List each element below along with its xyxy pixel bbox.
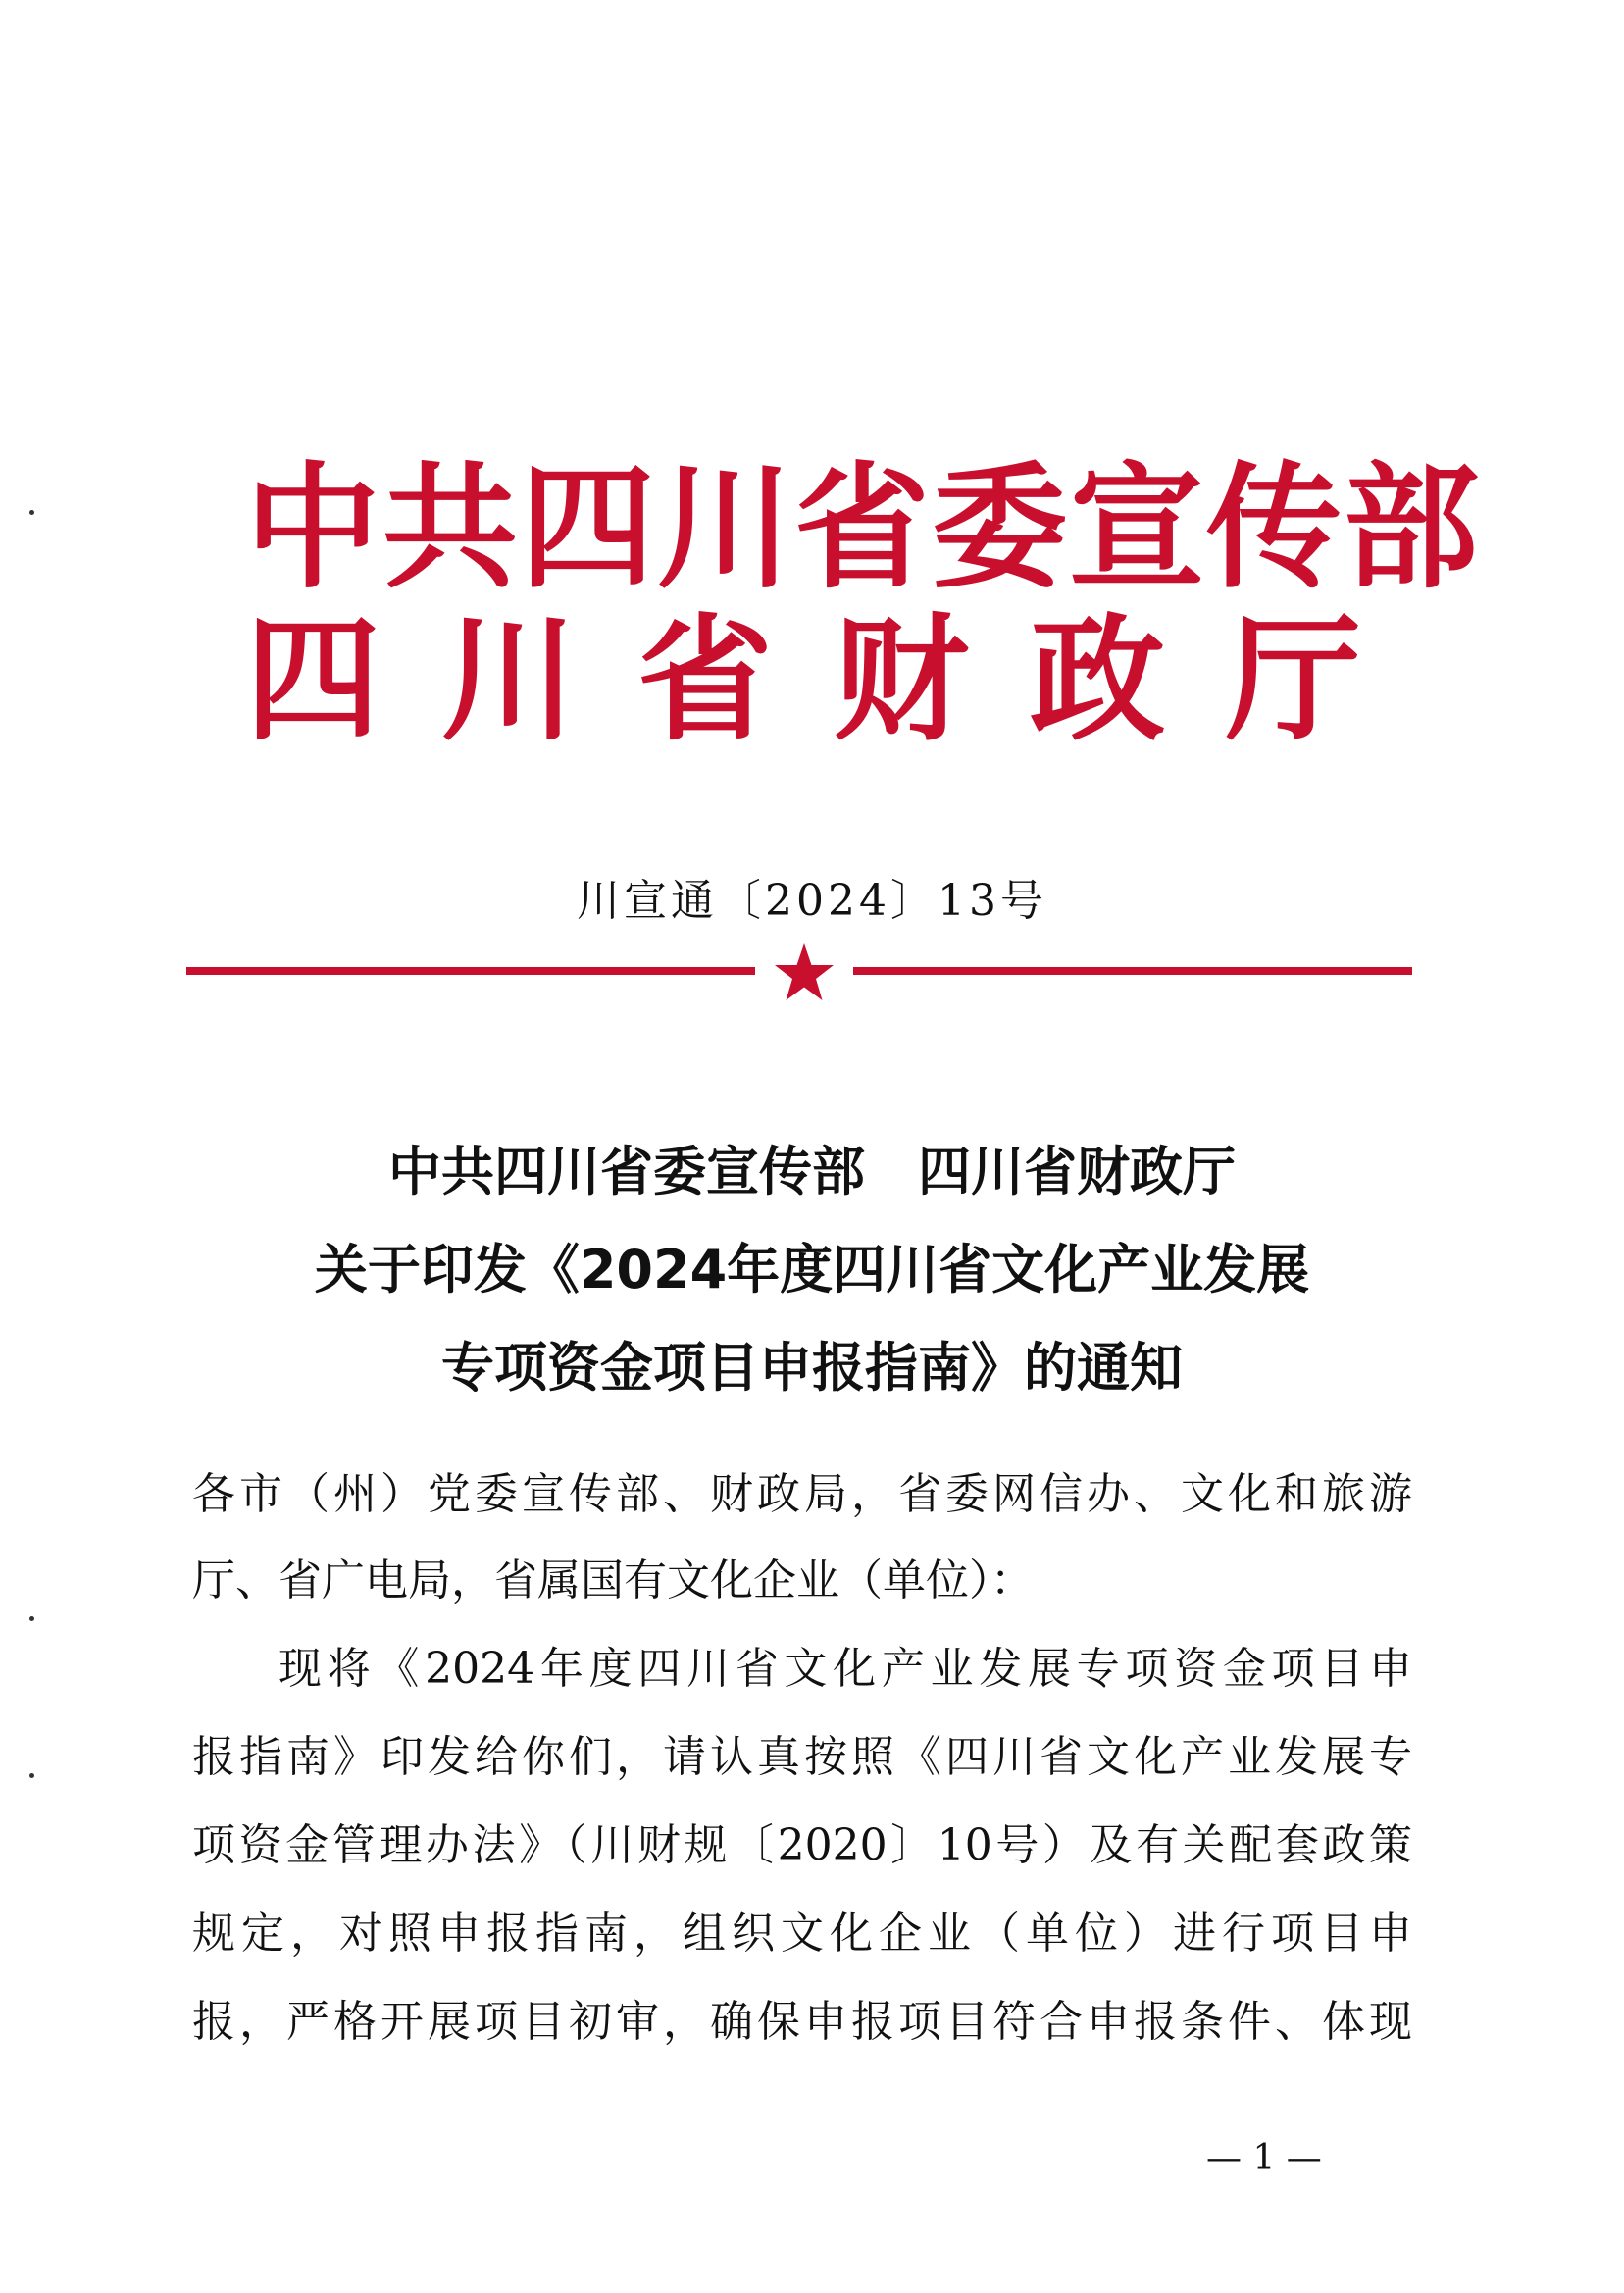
red-divider [186, 942, 1412, 1000]
page-number: — 1 — [1206, 2138, 1322, 2178]
body-line: 规定，对照申报指南，组织文化企业（单位）进行项目申 [192, 1909, 1412, 1959]
scan-mark [29, 1773, 34, 1778]
scan-mark [29, 1616, 34, 1621]
body-line: 项资金管理办法》（川财规〔2020〕10号）及有关配套政策 [192, 1820, 1412, 1870]
title-issuer-1: 中共四川省委宣传部 [388, 1141, 865, 1202]
body-line: 厅、省广电局，省属国有文化企业（单位）： [192, 1555, 1034, 1605]
letterhead-line-2: 四川省财政厅 [245, 601, 1423, 759]
document-number: 川宣通〔2024〕13号 [577, 876, 1047, 926]
star-icon [773, 942, 836, 1004]
document-title-line-2: 关于印发《2024年度四川省文化产业发展 [314, 1239, 1310, 1300]
body-line: 报指南》印发给你们，请认真按照《四川省文化产业发展专 [192, 1732, 1412, 1782]
body-line: 报，严格开展项目初审，确保申报项目符合申报条件、体现 [192, 1997, 1412, 2047]
scan-mark [29, 510, 34, 515]
body-line: 现将《2024年度四川省文化产业发展专项资金项目申 [279, 1644, 1412, 1694]
letterhead-line-1: 中共四川省委宣传部 [245, 449, 1482, 607]
body-line: 各市（州）党委宣传部、财政局，省委网信办、文化和旅游 [192, 1469, 1412, 1519]
document-title-line-3: 专项资金项目申报指南》的通知 [441, 1337, 1183, 1399]
document-title-line-1 [0, 1141, 1624, 1202]
divider-rule-left [186, 967, 755, 975]
divider-rule-right [853, 967, 1412, 975]
title-issuer-2: 四川省财政厅 [918, 1141, 1236, 1202]
